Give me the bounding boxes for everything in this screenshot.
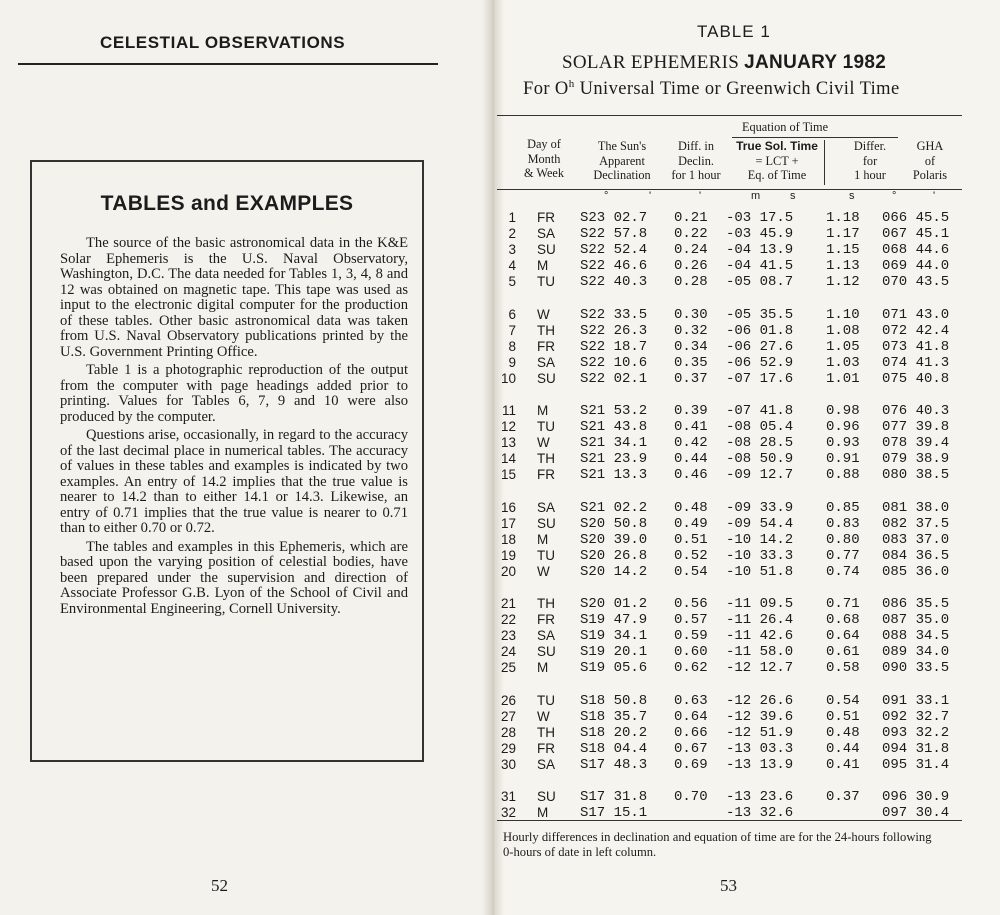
equation-diff: 0.41 xyxy=(826,756,860,773)
day-of-month: 1 xyxy=(508,210,516,225)
header-true-sol-time xyxy=(730,139,824,183)
gha-polaris: 071 43.0 xyxy=(882,306,950,323)
header-line: Eq. of Time xyxy=(747,168,807,182)
equation-of-time: -06 27.6 xyxy=(726,338,794,355)
declination: S22 02.1 xyxy=(580,370,648,387)
day-of-week: W xyxy=(537,708,550,724)
day-of-month: 2 xyxy=(508,226,516,241)
equation-of-time: -08 50.9 xyxy=(726,451,794,467)
declination-diff: 0.57 xyxy=(674,612,708,628)
declination-diff: 0.35 xyxy=(674,354,708,371)
equation-of-time: -11 09.5 xyxy=(726,596,794,612)
equation-diff: 0.98 xyxy=(826,403,860,419)
header-line: 1 hour xyxy=(854,168,886,182)
equation-diff: 0.91 xyxy=(826,451,860,467)
unit-minute: ' xyxy=(649,190,652,202)
declination-diff: 0.32 xyxy=(674,322,708,339)
day-of-week: FR xyxy=(537,740,555,756)
declination: S22 40.3 xyxy=(580,274,648,290)
declination-diff: 0.37 xyxy=(674,370,708,387)
subtitle-sup: h xyxy=(568,78,575,90)
declination: S19 47.9 xyxy=(580,612,648,628)
day-of-month: 10 xyxy=(500,370,516,386)
declination: S21 34.1 xyxy=(580,435,648,451)
declination: S22 33.5 xyxy=(580,306,648,323)
day-of-week: SA xyxy=(537,628,556,643)
equation-of-time: -13 23.6 xyxy=(726,789,794,805)
day-of-week: TH xyxy=(537,451,555,466)
declination-diff: 0.60 xyxy=(674,644,708,660)
equation-of-time: -12 39.6 xyxy=(726,708,794,725)
day-of-month: 4 xyxy=(508,258,516,273)
day-of-month: 22 xyxy=(500,612,516,627)
title-text: SOLAR EPHEMERIS xyxy=(562,52,745,73)
day-of-month: 16 xyxy=(500,499,516,515)
equation-diff: 0.96 xyxy=(826,419,860,435)
day-of-month: 31 xyxy=(500,789,516,804)
header-line: & Week xyxy=(523,166,565,180)
day-of-month: 32 xyxy=(500,805,516,820)
header-line: of xyxy=(924,153,936,168)
equation-diff: 0.77 xyxy=(826,547,860,564)
gha-polaris: 073 41.8 xyxy=(882,338,950,355)
equation-diff: 1.18 xyxy=(826,210,860,226)
equation-diff: 0.88 xyxy=(826,467,860,483)
declination-diff: 0.44 xyxy=(674,451,708,467)
equation-of-time: -11 26.4 xyxy=(726,612,794,628)
gha-polaris: 080 38.5 xyxy=(882,467,950,483)
gha-polaris: 097 30.4 xyxy=(882,805,950,821)
equation-of-time: -09 33.9 xyxy=(726,499,794,516)
day-of-week: SA xyxy=(537,499,556,515)
day-of-week: M xyxy=(537,660,549,675)
day-of-week: SU xyxy=(537,242,556,257)
day-of-week: M xyxy=(537,531,549,547)
gha-polaris: 070 43.5 xyxy=(882,274,950,290)
equation-of-time: -08 05.4 xyxy=(726,419,794,435)
header-line: Day of xyxy=(527,137,561,151)
equation-diff: 1.15 xyxy=(826,242,860,258)
declination-diff: 0.24 xyxy=(674,242,708,258)
day-of-week: W xyxy=(537,306,550,322)
declination: S21 53.2 xyxy=(580,403,648,419)
gha-polaris: 072 42.4 xyxy=(882,322,950,339)
equation-of-time: -10 33.3 xyxy=(726,547,794,564)
day-of-month: 13 xyxy=(500,435,516,450)
day-of-week: TH xyxy=(537,322,555,338)
header-line: Apparent xyxy=(599,153,645,168)
day-of-month: 27 xyxy=(500,708,516,724)
day-of-week: FR xyxy=(537,210,555,225)
day-of-month: 25 xyxy=(500,660,516,675)
declination-diff: 0.70 xyxy=(674,789,708,805)
declination-diff: 0.46 xyxy=(674,467,708,483)
unit-minute: ' xyxy=(699,190,702,202)
declination-diff: 0.39 xyxy=(674,403,708,419)
header-line: Month xyxy=(527,151,561,166)
header-line: Polaris xyxy=(912,168,948,182)
declination-diff: 0.69 xyxy=(674,756,708,773)
day-of-week: TU xyxy=(537,274,555,289)
declination: S21 02.2 xyxy=(580,499,648,516)
equation-diff: 0.54 xyxy=(826,692,860,709)
gha-polaris: 081 38.0 xyxy=(882,499,950,516)
declination: S18 04.4 xyxy=(580,740,648,757)
declination: S22 57.8 xyxy=(580,226,648,242)
gha-polaris: 066 45.5 xyxy=(882,210,950,226)
declination: S22 46.6 xyxy=(580,258,648,274)
paragraph: The tables and examples in this Ephemeris, which are based upon the varying position of celestial bodies, have been prepared under the supervision and direction of Associate Professor G.B. Lyon of the School of Civil and Environmental Engineering, Cornell University. xyxy=(60,538,408,617)
day-of-month: 24 xyxy=(500,644,516,659)
day-of-week: SA xyxy=(537,756,556,772)
gha-polaris: 086 35.5 xyxy=(882,596,950,612)
equation-of-time: -04 41.5 xyxy=(726,258,794,274)
declination-diff: 0.54 xyxy=(674,563,708,580)
equation-of-time: -09 12.7 xyxy=(726,467,794,483)
equation-diff: 1.08 xyxy=(826,322,860,339)
day-of-week: TH xyxy=(537,596,555,611)
equation-of-time: -12 12.7 xyxy=(726,660,794,676)
equation-diff: 0.68 xyxy=(826,612,860,628)
header-line: Diff. in xyxy=(678,139,714,153)
day-of-week: TU xyxy=(537,419,555,434)
header-equation-of-time: Equation of Time xyxy=(742,120,829,134)
declination: S22 18.7 xyxy=(580,338,648,355)
day-of-month: 14 xyxy=(500,451,516,466)
declination: S22 52.4 xyxy=(580,242,648,258)
declination: S18 35.7 xyxy=(580,708,648,725)
day-of-month: 28 xyxy=(500,724,516,740)
declination: S19 20.1 xyxy=(580,644,648,660)
day-of-week: SU xyxy=(537,515,556,531)
equation-of-time: -04 13.9 xyxy=(726,242,794,258)
equation-of-time: -13 32.6 xyxy=(726,805,794,821)
header-line: for 1 hour xyxy=(671,168,721,182)
equation-diff: 1.13 xyxy=(826,258,860,274)
equation-of-time: -10 51.8 xyxy=(726,563,794,580)
subtitle-post: Universal Time or Greenwich Civil Time xyxy=(574,79,900,100)
equation-diff: 0.74 xyxy=(826,563,860,580)
gha-polaris: 084 36.5 xyxy=(882,547,950,564)
declination-diff: 0.48 xyxy=(674,499,708,516)
declination: S21 13.3 xyxy=(580,467,648,483)
declination-diff: 0.63 xyxy=(674,692,708,709)
equation-diff: 0.64 xyxy=(826,628,860,644)
equation-of-time: -13 03.3 xyxy=(726,740,794,757)
intro-text xyxy=(60,236,408,620)
equation-diff: 0.44 xyxy=(826,740,860,757)
declination-diff: 0.21 xyxy=(674,210,708,226)
day-of-week: TU xyxy=(537,692,555,708)
declination-diff: 0.30 xyxy=(674,306,708,323)
declination-diff: 0.64 xyxy=(674,708,708,725)
equation-diff: 0.37 xyxy=(826,789,860,805)
declination-diff: 0.34 xyxy=(674,338,708,355)
equation-rule xyxy=(732,137,898,138)
gha-polaris: 093 32.2 xyxy=(882,724,950,741)
declination: S22 26.3 xyxy=(580,322,648,339)
declination-diff: 0.56 xyxy=(674,596,708,612)
equation-of-time: -11 42.6 xyxy=(726,628,794,644)
declination: S17 48.3 xyxy=(580,756,648,773)
gha-polaris: 067 45.1 xyxy=(882,226,950,242)
equation-diff: 0.83 xyxy=(826,515,860,532)
day-of-month: 19 xyxy=(500,547,516,563)
day-of-month: 29 xyxy=(500,740,516,756)
header-line: Differ. xyxy=(853,139,887,153)
gha-polaris: 082 37.5 xyxy=(882,515,950,532)
header-line: True Sol. Time xyxy=(736,139,818,153)
header-rule xyxy=(18,63,438,65)
gha-polaris: 088 34.5 xyxy=(882,628,950,644)
equation-of-time: -12 26.6 xyxy=(726,692,794,709)
declination: S23 02.7 xyxy=(580,210,648,226)
page-number-right: 53 xyxy=(720,876,737,895)
equation-diff: 1.17 xyxy=(826,226,860,242)
equation-diff: 0.48 xyxy=(826,724,860,741)
gha-polaris: 096 30.9 xyxy=(882,789,950,805)
equation-diff: 0.80 xyxy=(826,531,860,548)
header-differ xyxy=(840,139,900,183)
equation-of-time: -03 17.5 xyxy=(726,210,794,226)
day-of-week: SA xyxy=(537,226,556,241)
equation-of-time: -07 17.6 xyxy=(726,370,794,387)
declination-diff: 0.51 xyxy=(674,531,708,548)
gha-polaris: 076 40.3 xyxy=(882,403,950,419)
day-of-week: TU xyxy=(537,547,555,563)
day-of-week: FR xyxy=(537,467,555,482)
header-gha-polaris xyxy=(904,139,956,183)
day-of-week: FR xyxy=(537,612,555,627)
gha-polaris: 094 31.8 xyxy=(882,740,950,757)
unit-degree: ° xyxy=(892,190,897,202)
day-of-week: M xyxy=(537,403,549,418)
declination: S18 50.8 xyxy=(580,692,648,709)
equation-diff: 0.51 xyxy=(826,708,860,725)
declination-diff: 0.22 xyxy=(674,226,708,242)
title-month: JANUARY 1982 xyxy=(744,52,887,73)
declination: S20 39.0 xyxy=(580,531,648,548)
day-of-week: M xyxy=(537,258,549,273)
day-of-month: 9 xyxy=(508,354,516,370)
left-page xyxy=(0,0,492,915)
declination: S18 20.2 xyxy=(580,724,648,741)
gha-polaris: 089 34.0 xyxy=(882,644,950,660)
day-of-week: SU xyxy=(537,789,556,804)
day-of-month: 11 xyxy=(501,403,516,418)
equation-diff: 0.58 xyxy=(826,660,860,676)
declination: S19 05.6 xyxy=(580,660,648,676)
paragraph: The source of the basic astronomical data in the K&E Solar Ephemeris is the U.S. Naval Observatory, Washington, D.C. The data needed for Tables 1, 3, 4, 8 and 12 was obtained on magnetic tape. This tape was used as input to the electronic digital computer for the production of these tables. Other basic astronomical data was taken from U.S. Naval Observatory publications printed by the U.S. Government Printing Office. xyxy=(60,235,408,360)
declination: S20 14.2 xyxy=(580,563,648,580)
header-line: = LCT + xyxy=(755,153,799,168)
page-number-left: 52 xyxy=(211,876,228,895)
header-line: for xyxy=(862,153,878,168)
equation-of-time: -13 13.9 xyxy=(726,756,794,773)
day-of-month: 20 xyxy=(500,563,516,579)
unit-degree: ° xyxy=(604,190,609,202)
declination: S21 43.8 xyxy=(580,419,648,435)
unit-m: m xyxy=(751,190,761,202)
header-line: Declination xyxy=(593,168,651,182)
day-of-week: SU xyxy=(537,644,556,659)
box-title: TABLES and EXAMPLES xyxy=(100,192,354,215)
declination-diff: 0.49 xyxy=(674,515,708,532)
table-subtitle xyxy=(523,78,900,100)
equation-of-time: -10 14.2 xyxy=(726,531,794,548)
day-of-month: 26 xyxy=(500,692,516,708)
declination-diff: 0.28 xyxy=(674,274,708,290)
day-of-month: 3 xyxy=(508,242,516,257)
equation-of-time: -05 08.7 xyxy=(726,274,794,290)
declination-diff: 0.67 xyxy=(674,740,708,757)
equation-diff: 0.85 xyxy=(826,499,860,516)
table-label: TABLE 1 xyxy=(697,22,771,41)
declination-diff: 0.62 xyxy=(674,660,708,676)
declination-diff: 0.66 xyxy=(674,724,708,741)
day-of-month: 12 xyxy=(500,419,516,434)
unit-s: s xyxy=(790,190,796,202)
equation-diff: 1.10 xyxy=(826,306,860,323)
day-of-month: 30 xyxy=(500,756,516,772)
day-of-month: 23 xyxy=(500,628,516,643)
declination: S22 10.6 xyxy=(580,354,648,371)
header-diff-declination xyxy=(664,139,728,183)
table-bottom-rule xyxy=(497,820,962,821)
equation-of-time: -06 01.8 xyxy=(726,322,794,339)
intro-box xyxy=(30,160,424,762)
equation-of-time: -08 28.5 xyxy=(726,435,794,451)
declination-diff: 0.41 xyxy=(674,419,708,435)
table-top-rule xyxy=(497,115,962,116)
declination: S17 15.1 xyxy=(580,805,648,821)
gha-polaris: 090 33.5 xyxy=(882,660,950,676)
day-of-month: 8 xyxy=(508,338,516,354)
day-of-month: 7 xyxy=(508,322,516,338)
gha-polaris: 092 32.7 xyxy=(882,708,950,725)
declination: S21 23.9 xyxy=(580,451,648,467)
gha-polaris: 083 37.0 xyxy=(882,531,950,548)
declination: S17 31.8 xyxy=(580,789,648,805)
header-line: The Sun's xyxy=(597,139,647,153)
day-of-month: 17 xyxy=(500,515,516,531)
gha-polaris: 077 39.8 xyxy=(882,419,950,435)
gha-polaris: 085 36.0 xyxy=(882,563,950,580)
day-of-week: SA xyxy=(537,354,556,370)
day-of-month: 15 xyxy=(500,467,516,482)
equation-diff: 0.93 xyxy=(826,435,860,451)
day-of-week: M xyxy=(537,805,549,820)
declination: S20 50.8 xyxy=(580,515,648,532)
gha-polaris: 078 39.4 xyxy=(882,435,950,451)
gha-polaris: 074 41.3 xyxy=(882,354,950,371)
equation-diff: 1.12 xyxy=(826,274,860,290)
gha-polaris: 075 40.8 xyxy=(882,370,950,387)
gha-polaris: 069 44.0 xyxy=(882,258,950,274)
declination: S20 26.8 xyxy=(580,547,648,564)
gha-polaris: 068 44.6 xyxy=(882,242,950,258)
equation-of-time: -05 35.5 xyxy=(726,306,794,323)
equation-diff: 1.01 xyxy=(826,370,860,387)
day-of-week: W xyxy=(537,563,550,579)
equation-of-time: -03 45.9 xyxy=(726,226,794,242)
header-sun-declination xyxy=(580,139,664,183)
day-of-week: SU xyxy=(537,370,556,386)
unit-minute: ' xyxy=(933,190,936,202)
equation-diff: 0.61 xyxy=(826,644,860,660)
equation-of-time: -09 54.4 xyxy=(726,515,794,532)
unit-s: s xyxy=(849,190,855,202)
day-of-month: 18 xyxy=(500,531,516,547)
paragraph: Table 1 is a photographic reproduction of the output from the computer with page headings added prior to printing. Values for Tables 6, 7, 9 and 10 were also produced by the computer. xyxy=(60,362,408,425)
footnote: Hourly differences in declination and equation of time are for the 24-hours following 0-hours of date in left column. xyxy=(503,830,932,859)
running-head: CELESTIAL OBSERVATIONS xyxy=(100,33,346,52)
equation-of-time: -11 58.0 xyxy=(726,644,794,660)
subtitle-pre: For O xyxy=(523,79,569,100)
gha-polaris: 095 31.4 xyxy=(882,756,950,773)
equation-divider xyxy=(824,140,825,185)
equation-diff: 0.71 xyxy=(826,596,860,612)
day-of-month: 21 xyxy=(500,596,516,611)
gha-polaris: 091 33.1 xyxy=(882,692,950,709)
table-title xyxy=(562,52,886,74)
declination: S19 34.1 xyxy=(580,628,648,644)
day-of-week: W xyxy=(537,435,550,450)
declination-diff: 0.42 xyxy=(674,435,708,451)
equation-diff: 1.05 xyxy=(826,338,860,355)
day-of-month: 6 xyxy=(508,306,516,322)
declination: S20 01.2 xyxy=(580,596,648,612)
equation-diff: 1.03 xyxy=(826,354,860,371)
gha-polaris: 079 38.9 xyxy=(882,451,950,467)
day-of-week: TH xyxy=(537,724,555,740)
header-day xyxy=(514,137,574,181)
equation-of-time: -12 51.9 xyxy=(726,724,794,741)
declination-diff: 0.59 xyxy=(674,628,708,644)
header-line: Declin. xyxy=(678,153,714,168)
gha-polaris: 087 35.0 xyxy=(882,612,950,628)
header-line: GHA xyxy=(916,139,944,153)
paragraph: Questions arise, occasionally, in regard to the accuracy of the last decimal place in numerical tables. The accuracy of values in these tables and examples is indicated by two examples. An entry of 14.2 implies that the true value is nearer to 14.2 than to either 14.1 or 14.3. Likewise, an entry of 0.71 implies that the true value is nearer to 0.71 than to either 0.70 or 0.72. xyxy=(60,427,408,536)
day-of-week: FR xyxy=(537,338,555,354)
equation-of-time: -06 52.9 xyxy=(726,354,794,371)
declination-diff: 0.26 xyxy=(674,258,708,274)
equation-of-time: -07 41.8 xyxy=(726,403,794,419)
declination-diff: 0.52 xyxy=(674,547,708,564)
day-of-month: 5 xyxy=(508,274,516,289)
